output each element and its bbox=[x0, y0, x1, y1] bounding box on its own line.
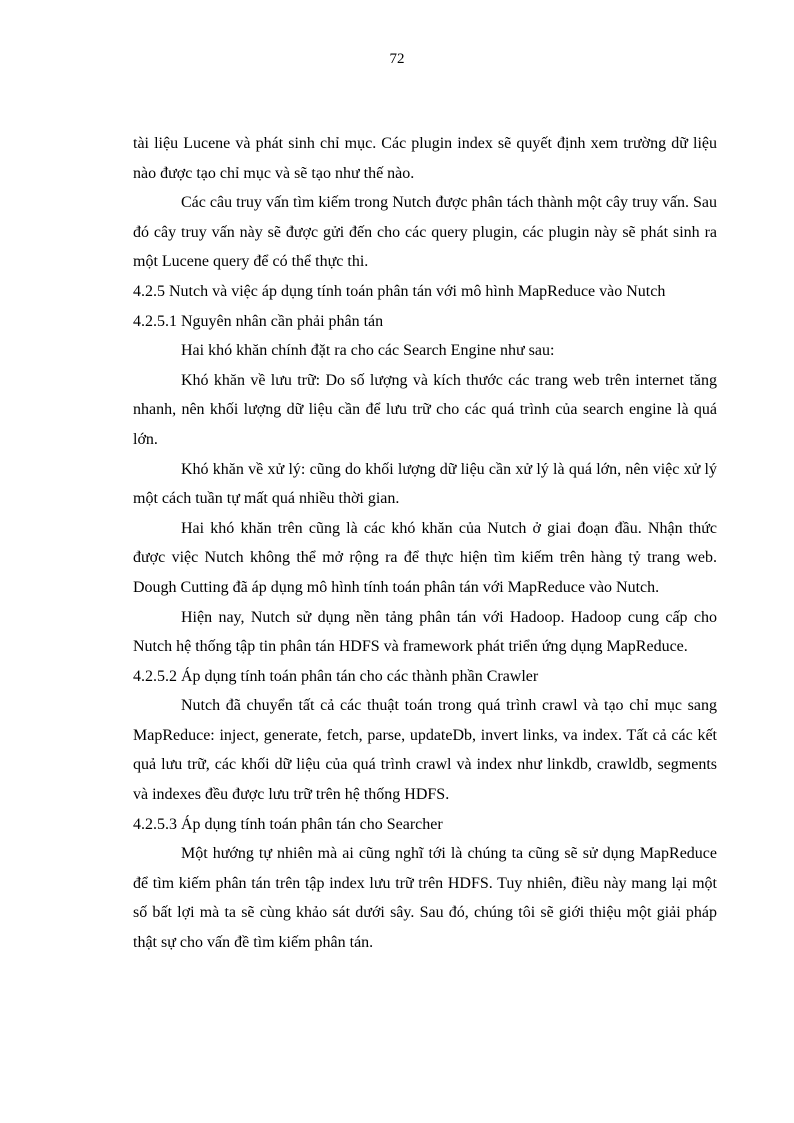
page-number: 72 bbox=[389, 51, 405, 67]
subsection-heading: 4.2.5.3 Áp dụng tính toán phân tán cho Searcher bbox=[133, 815, 443, 833]
body-paragraph: Hai khó khăn trên cũng là các khó khăn của Nutch ở giai đoạn đầu. Nhận thức được việc Nutch không thể mở rộng ra để thực hiện tìm kiếm trên hàng tỷ trang web. Dough Cutting đã áp dụng mô hình tính toán phân tán với MapReduce vào Nutch. bbox=[133, 519, 717, 596]
body-paragraph: tài liệu Lucene và phát sinh chỉ mục. Các plugin index sẽ quyết định xem trường dữ liệu nào được tạo chỉ mục và sẽ tạo như thế nào. bbox=[133, 135, 717, 182]
section-heading: 4.2.5 Nutch và việc áp dụng tính toán phân tán với mô hình MapReduce vào Nutch bbox=[133, 282, 666, 300]
body-paragraph: Khó khăn về xử lý: cũng do khối lượng dữ liệu cần xử lý là quá lớn, nên việc xử lý một cách tuần tự mất quá nhiều thời gian. bbox=[133, 460, 717, 508]
body-paragraph: Hai khó khăn chính đặt ra cho các Search Engine như sau: bbox=[181, 342, 555, 360]
body-paragraph: Khó khăn về lưu trữ: Do số lượng và kích thước các trang web trên internet tăng nhanh, nên khối lượng dữ liệu cần để lưu trữ cho các quá trình của search engine là quá lớn. bbox=[133, 371, 717, 448]
subsection-heading: 4.2.5.2 Áp dụng tính toán phân tán cho các thành phần Crawler bbox=[133, 667, 539, 685]
body-paragraph: Hiện nay, Nutch sử dụng nền tảng phân tán với Hadoop. Hadoop cung cấp cho Nutch hệ thống tập tin phân tán HDFS và framework phát triển ứng dụng MapReduce. bbox=[133, 608, 717, 656]
body-paragraph: Một hướng tự nhiên mà ai cũng nghĩ tới là chúng ta cũng sẽ sử dụng MapReduce để tìm kiếm phân tán trên tập index lưu trữ trên HDFS. Tuy nhiên, điều này mang lại một số bất lợi mà ta sẽ cùng khảo sát dưới sây. Sau đó, chúng tôi sẽ giới thiệu một giải pháp thật sự cho vấn đề tìm kiếm phân tán. bbox=[133, 845, 717, 952]
body-paragraph: Các câu truy vấn tìm kiếm trong Nutch được phân tách thành một cây truy vấn. Sau đó cây truy vấn này sẽ được gửi đến cho các query plugin, các plugin này sẽ phát sinh ra một Lucene query để có thể thực thi. bbox=[133, 194, 717, 271]
body-paragraph: Nutch đã chuyển tất cả các thuật toán trong quá trình crawl và tạo chỉ mục sang MapReduce: inject, generate, fetch, parse, updateDb, invert links, va index. Tất cả các kết quả lưu trữ, các khối dữ liệu của quá trình crawl và index như linkdb, crawldb, segments và indexes đều được lưu trữ trên hệ thống HDFS. bbox=[133, 697, 717, 804]
document-body bbox=[133, 129, 717, 958]
subsection-heading: 4.2.5.1 Nguyên nhân cần phải phân tán bbox=[133, 312, 384, 330]
